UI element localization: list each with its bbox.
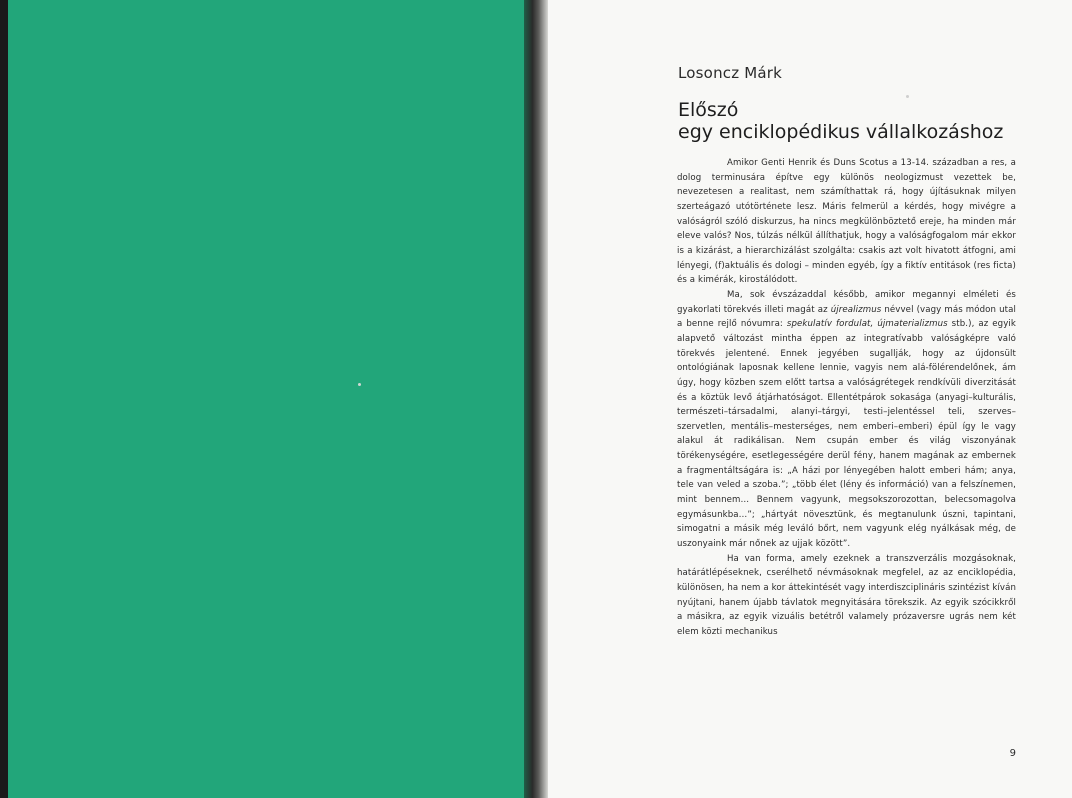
- author-name: Losoncz Márk: [678, 64, 783, 82]
- title-line-1: Előszó: [678, 99, 739, 121]
- dust-speck: [358, 383, 361, 386]
- text-run: Ma, sok évszázaddal később, amikor megannyi elméleti és gyakorlati törekvés illeti magát az: [677, 289, 1016, 315]
- italic-term: újrealizmus: [830, 304, 882, 315]
- body-paragraph: [677, 552, 1016, 640]
- italic-term: spekulatív fordulat, újmaterializmus: [786, 319, 948, 330]
- chapter-title: [678, 99, 1018, 143]
- green-endpaper: [8, 0, 524, 798]
- page-number: 9: [1009, 748, 1016, 759]
- text-run: Ha van forma, amely ezeknek a transzverzális mozgásoknak, határátlépéseknek, cserélhető névmásoknak megfelel, az az enciklopédia, különösen, ha nem a kor áttekintését vagy interdiszciplináris szintézist kíván nyújtani, hanem újabb távlatok megnyitására törekszik. Az egyik szócikkről a másikra, az egyik vizuális betétről valamely prózaversre ugrás nem két elem közti mechanikus: [677, 553, 1016, 637]
- text-run: Amikor Genti Henrik és Duns Scotus a 13-14. században a res, a dolog terminusára építve egy különös neologizmust vezettek be, nevezetesen a realitast, nem számíthattak rá, hogy újításuknak milyen szerteágazó utótörténete lesz. Máris felmerül a kérdés, hogy mivégre a valóságról szóló diskurzus, ha nincs megkülönböztető ereje, ha minden már eleve valós? Nos, túlzás nélkül állíthatjuk, hogy a valóságfogalom már ekkor is a kizárást, a hierarchizálást szolgálta: csakis azt volt hivatott átfogni, ami lényegi, (f)aktuális és dologi – minden egyéb, így a fiktív entitások (res ficta) és a kimérák, kirostálódott.: [677, 158, 1016, 286]
- book-gutter: [524, 0, 548, 798]
- text-run: névvel (vagy más módon utal a benne rejlő nóvumra:: [677, 304, 1016, 330]
- dust-speck: [906, 95, 909, 98]
- body-paragraph: [677, 288, 1016, 552]
- body-text: [677, 156, 1016, 640]
- body-paragraph: [677, 156, 1016, 288]
- text-run: stb.), az egyik alapvető változást mintha éppen az integratívabb valóságképre való törekvés jelentené. Ennek jegyében sugallják, hogy az újdonsült ontológiának laposnak kellene lennie, vagyis nem alá-fölérendelőnek, ám úgy, hogy közben szem előtt tartsa a valóságrétegek rendkívüli diverzitását és a köztük levő átjárhatóságot. Ellentétpárok sokasága (anyagi–kulturális, természeti–társadalmi, alanyi–tárgyi, testi–jelentéssel teli, szerves–szervetlen, mentális–mesterséges, nem emberi–emberi) épül így le vagy alakul át radikálisan. Nem csupán ember és világ viszonyának törékenységére, esetlegességére derül fény, hanem magának az embernek a fragmentáltságára is: „A házi por lényegében halott emberi hám; anya, tele van veled a szoba.”; „több élet (lény és információ) van a felszínemen, mint bennem… Bennem vagyunk, megsokszorozottan, belecsomagolva egymásunkba…”; „hártyát növesztünk, és megtanulunk úszni, tapintani, simogatni a másik még leváló bőrt, nem vagyunk elég nyálkásak még, de uszonyaink már nőnek az ujjak között”.: [677, 319, 1016, 550]
- title-line-2: egy enciklopédikus vállalkozáshoz: [678, 121, 1004, 143]
